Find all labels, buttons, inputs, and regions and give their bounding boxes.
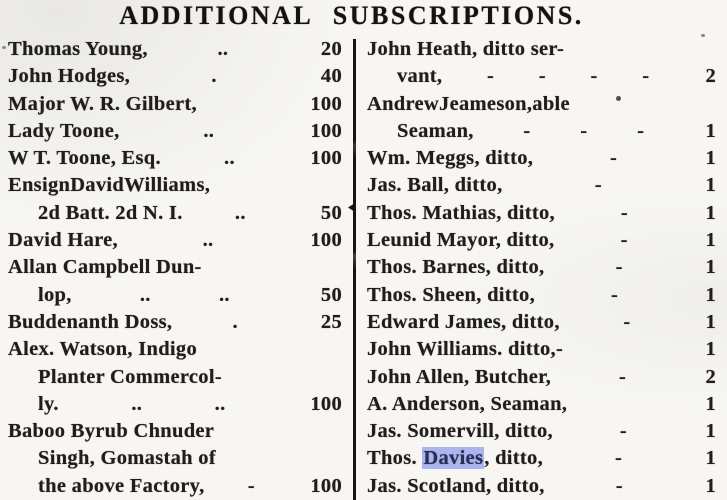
leader-dots: - bbox=[610, 147, 618, 170]
leader-dots: .. bbox=[217, 38, 229, 60]
subscription-row bbox=[367, 418, 716, 445]
subscription-amount: 50 bbox=[320, 201, 342, 224]
subscription-row bbox=[367, 391, 716, 418]
subscription-row bbox=[8, 118, 342, 145]
subscriber-name: Allan Campbell Dun- bbox=[8, 256, 202, 279]
subscription-row bbox=[8, 254, 342, 281]
subscription-row bbox=[367, 254, 716, 281]
leader-dots: - bbox=[619, 420, 628, 443]
subscriber-name: John Allen, Butcher, bbox=[367, 365, 552, 388]
leader-dots: . bbox=[232, 310, 238, 333]
subscription-row bbox=[367, 91, 716, 118]
search-highlight: Davies bbox=[423, 447, 484, 470]
left-column bbox=[8, 36, 342, 500]
subscription-row bbox=[367, 145, 716, 172]
leader-dots: - bbox=[610, 283, 619, 306]
subscriber-name: Thos. Mathias, ditto, bbox=[367, 201, 555, 224]
ink-speck bbox=[616, 96, 621, 101]
subscription-amount: 40 bbox=[320, 65, 342, 88]
subscriber-name: Wm. Meggs, ditto, bbox=[367, 147, 534, 170]
subscription-amount: 1 bbox=[705, 147, 716, 170]
subscriber-name: Planter Commercol- bbox=[38, 365, 222, 388]
subscriber-name: Seaman, bbox=[397, 119, 474, 142]
subscription-amount: 1 bbox=[705, 256, 716, 279]
subscriber-name: David Hare, bbox=[8, 229, 118, 252]
subscriber-name: A. Anderson, Seaman, bbox=[367, 392, 568, 415]
subscriber-name: EnsignDavidWilliams, bbox=[8, 174, 211, 197]
subscription-amount: 1 bbox=[705, 119, 716, 142]
subscription-row bbox=[8, 445, 342, 472]
subscription-row bbox=[8, 418, 342, 445]
leader-dots: - bbox=[615, 256, 623, 279]
subscriber-name: John Williams. ditto,- bbox=[367, 338, 564, 361]
subscription-amount: 2 bbox=[705, 365, 716, 388]
leader-dots: - bbox=[618, 365, 627, 388]
subscription-row bbox=[367, 282, 716, 309]
subscriber-name: Jas. Ball, ditto, bbox=[367, 174, 503, 197]
subscription-row bbox=[8, 91, 342, 118]
subscriber-name: Alex. Watson, Indigo bbox=[8, 338, 198, 361]
subscription-amount: 1 bbox=[705, 338, 716, 361]
ink-speck bbox=[2, 46, 6, 49]
subscription-row bbox=[367, 336, 716, 363]
subscription-row bbox=[367, 364, 716, 391]
subscriber-name: 2d Batt. 2d N. I. bbox=[38, 201, 183, 224]
subscriber-name: Buddenanth Doss, bbox=[8, 310, 173, 333]
subscriber-name: Thos. Barnes, ditto, bbox=[367, 256, 545, 279]
subscription-amount: 1 bbox=[705, 392, 716, 415]
subscriber-name: AndrewJeameson,able bbox=[367, 92, 570, 115]
leader-dots: .. bbox=[202, 229, 214, 252]
ink-blot bbox=[348, 203, 355, 212]
leader-dots: - bbox=[594, 174, 602, 197]
subscription-row bbox=[367, 36, 716, 63]
subscription-row bbox=[8, 282, 342, 309]
subscriber-name: Baboo Byrub Chnuder bbox=[8, 420, 215, 443]
subscriber-name: vant, bbox=[397, 65, 443, 88]
subscriber-name: Thomas Young, bbox=[8, 38, 148, 60]
subscriber-name: Jas. Scotland, ditto, bbox=[367, 474, 545, 497]
leader-dots: - bbox=[620, 229, 628, 252]
subscription-row bbox=[367, 227, 716, 254]
subscription-row bbox=[367, 309, 716, 336]
subscription-amount: 1 bbox=[705, 420, 716, 443]
subscription-amount: 100 bbox=[310, 119, 342, 142]
leader-dots: - - - bbox=[523, 119, 645, 142]
subscription-amount: 100 bbox=[310, 229, 342, 252]
subscriber-name: John Heath, ditto ser- bbox=[367, 38, 565, 60]
leader-dots: - bbox=[620, 201, 629, 224]
subscription-row bbox=[8, 172, 342, 199]
column-divider-rule bbox=[353, 39, 356, 500]
leader-dots: - bbox=[614, 447, 623, 470]
subscriber-name: Leunid Mayor, ditto, bbox=[367, 229, 555, 252]
subscription-row bbox=[8, 227, 342, 254]
subscription-amount: 1 bbox=[705, 229, 716, 252]
subscriber-name: John Hodges, bbox=[8, 65, 131, 88]
subscription-row bbox=[8, 364, 342, 391]
leader-dots: - - - - bbox=[486, 65, 650, 88]
subscription-row bbox=[8, 145, 342, 172]
leader-dots: .. .. bbox=[139, 283, 230, 306]
leader-dots: .. bbox=[234, 201, 246, 224]
subscription-row bbox=[8, 391, 342, 418]
subscription-amount: 1 bbox=[705, 283, 716, 306]
subscription-amount: 2 bbox=[705, 65, 716, 88]
subscription-amount: 100 bbox=[310, 392, 342, 415]
subscriber-name: ly. bbox=[38, 392, 59, 415]
subscription-row bbox=[8, 309, 342, 336]
subscriber-name: Edward James, ditto, bbox=[367, 310, 560, 333]
right-column bbox=[367, 36, 716, 500]
subscription-row bbox=[8, 336, 342, 363]
subscription-row bbox=[367, 63, 716, 90]
subscriber-name: Thos. Sheen, ditto, bbox=[367, 283, 536, 306]
subscription-amount: 25 bbox=[320, 310, 342, 333]
subscription-amount: 1 bbox=[705, 201, 716, 224]
subscription-amount: 20 bbox=[320, 38, 342, 60]
subscriber-name: Lady Toone, bbox=[8, 119, 120, 142]
subscription-amount: 1 bbox=[705, 174, 716, 197]
subscription-amount: 100 bbox=[310, 474, 342, 497]
subscription-amount: 1 bbox=[705, 310, 716, 333]
subscriber-name: Jas. Somervill, ditto, bbox=[367, 420, 553, 443]
subscription-row bbox=[8, 63, 342, 90]
leader-dots: .. bbox=[224, 147, 235, 170]
subscription-amount: 50 bbox=[320, 283, 342, 306]
page-title: ADDITIONAL SUBSCRIPTIONS. bbox=[119, 1, 584, 30]
subscription-row bbox=[367, 172, 716, 199]
subscription-amount: 100 bbox=[310, 147, 342, 170]
subscription-row bbox=[367, 445, 716, 472]
subscription-row bbox=[8, 473, 342, 500]
subscription-row bbox=[367, 200, 716, 227]
subscriber-name: Singh, Gomastah of bbox=[38, 447, 216, 470]
subscriber-name: lop, bbox=[38, 283, 72, 306]
subscription-row bbox=[8, 200, 342, 227]
subscription-amount: 1 bbox=[705, 474, 716, 497]
subscriber-name: W T. Toone, Esq. bbox=[8, 147, 161, 170]
leader-dots: .. .. bbox=[131, 392, 226, 415]
subscriber-name: Major W. R. Gilbert, bbox=[8, 92, 197, 115]
subscription-row bbox=[367, 118, 716, 145]
leader-dots: . bbox=[211, 65, 217, 88]
leader-dots: .. bbox=[203, 119, 215, 142]
subscriber-name: Thos. Davies, ditto, bbox=[367, 447, 544, 470]
leader-dots: - bbox=[247, 474, 255, 497]
subscription-amount: 1 bbox=[705, 447, 716, 470]
leader-dots: - bbox=[615, 474, 623, 497]
leader-dots: - bbox=[623, 310, 631, 333]
subscriber-name: the above Factory, bbox=[38, 474, 205, 497]
ink-speck bbox=[701, 34, 705, 37]
subscription-row bbox=[367, 473, 716, 500]
subscription-row bbox=[8, 36, 342, 63]
subscription-amount: 100 bbox=[310, 92, 342, 115]
